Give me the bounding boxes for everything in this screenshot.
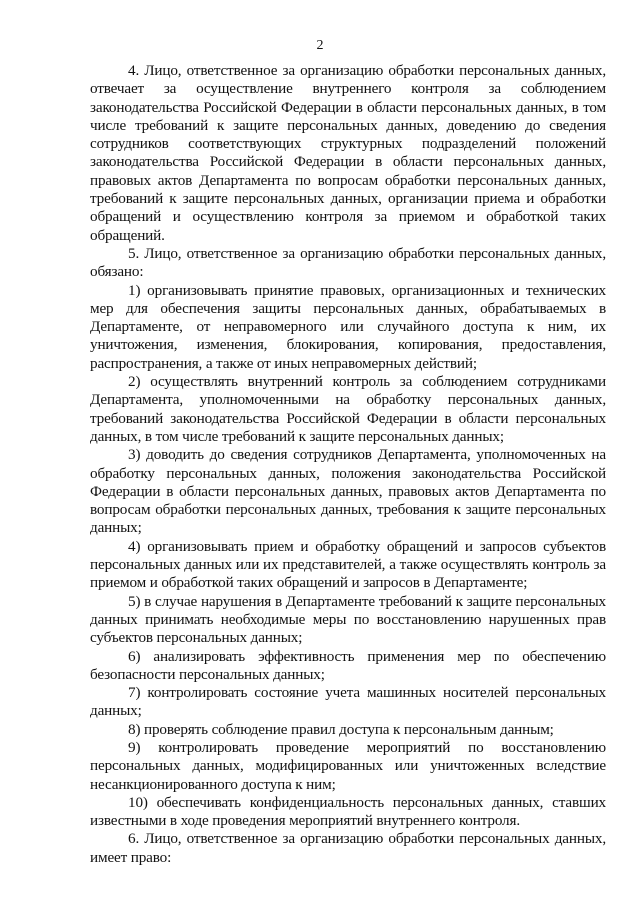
- list-item-5-9: 9) контролировать проведение мероприятий по восстановлению персональных данных, модифицированных или уничтоженных вследствие несанкционированного доступа к ним;: [90, 738, 606, 793]
- document-body: [90, 62, 606, 867]
- list-item-5-3: 3) доводить до сведения сотрудников Департамента, уполномоченных на обработку персональных данных, положения законодательства Российской Федерации в области персональных данных, правовых актов Департамента по вопросам обработки персональных данных, требования к защите персональных данных;: [90, 446, 606, 537]
- list-item-5-4: 4) организовывать прием и обработку обращений и запросов субъектов персональных данных или их представителей, а также осуществлять контроль за приемом и обработкой таких обращений и запросов в Департаменте;: [90, 537, 606, 592]
- list-item-5-6: 6) анализировать эффективность применения мер по обеспечению безопасности персональных данных;: [90, 647, 606, 683]
- list-item-5-8: 8) проверять соблюдение правил доступа к персональным данным;: [128, 720, 554, 738]
- paragraph-section-5: 5. Лицо, ответственное за организацию обработки персональных данных, обязано:: [90, 244, 606, 281]
- list-item-5-7: 7) контролировать состояние учета машинных носителей персональных данных;: [90, 684, 606, 720]
- page-number: 2: [316, 38, 324, 53]
- paragraph-section-6: 6. Лицо, ответственное за организацию обработки персональных данных, имеет право:: [90, 830, 606, 866]
- paragraph-section-4: 4. Лицо, ответственное за организацию обработки персональных данных, отвечает за осуществление внутреннего контроля за соблюдением законодательства Российской Федерации в области персональных данных, в том числе требований к защите персональных данных, доведению до сведения сотрудников соответствующих структурных подразделений положений законодательства Российской Федерации в области персональных данных, правовых актов Департамента по вопросам обработки персональных данных, требований к защите персональных данных, организации приема и обработки обращений и осуществлению контроля за приемом и обработкой таких обращений.: [90, 62, 606, 244]
- list-item-5-2: 2) осуществлять внутренний контроль за соблюдением сотрудниками Департамента, уполномоченными на обработку персональных данных, требований законодательства Российской Федерации в области персональных данных, в том числе требований к защите персональных данных;: [90, 373, 606, 445]
- list-item-5-10: 10) обеспечивать конфиденциальность персональных данных, ставших известными в ходе проведения мероприятий внутреннего контроля.: [90, 793, 606, 830]
- list-item-5-5: 5) в случае нарушения в Департаменте требований к защите персональных данных принимать необходимые меры по восстановлению нарушенных прав субъектов персональных данных;: [90, 592, 606, 647]
- list-item-5-1: 1) организовывать принятие правовых, организационных и технических мер для обеспечения защиты персональных данных, обрабатываемых в Департаменте, от неправомерного или случайного доступа к ним, их уничтожения, изменения, блокирования, копирования, предоставления, распространения, а также от иных неправомерных действий;: [90, 281, 606, 372]
